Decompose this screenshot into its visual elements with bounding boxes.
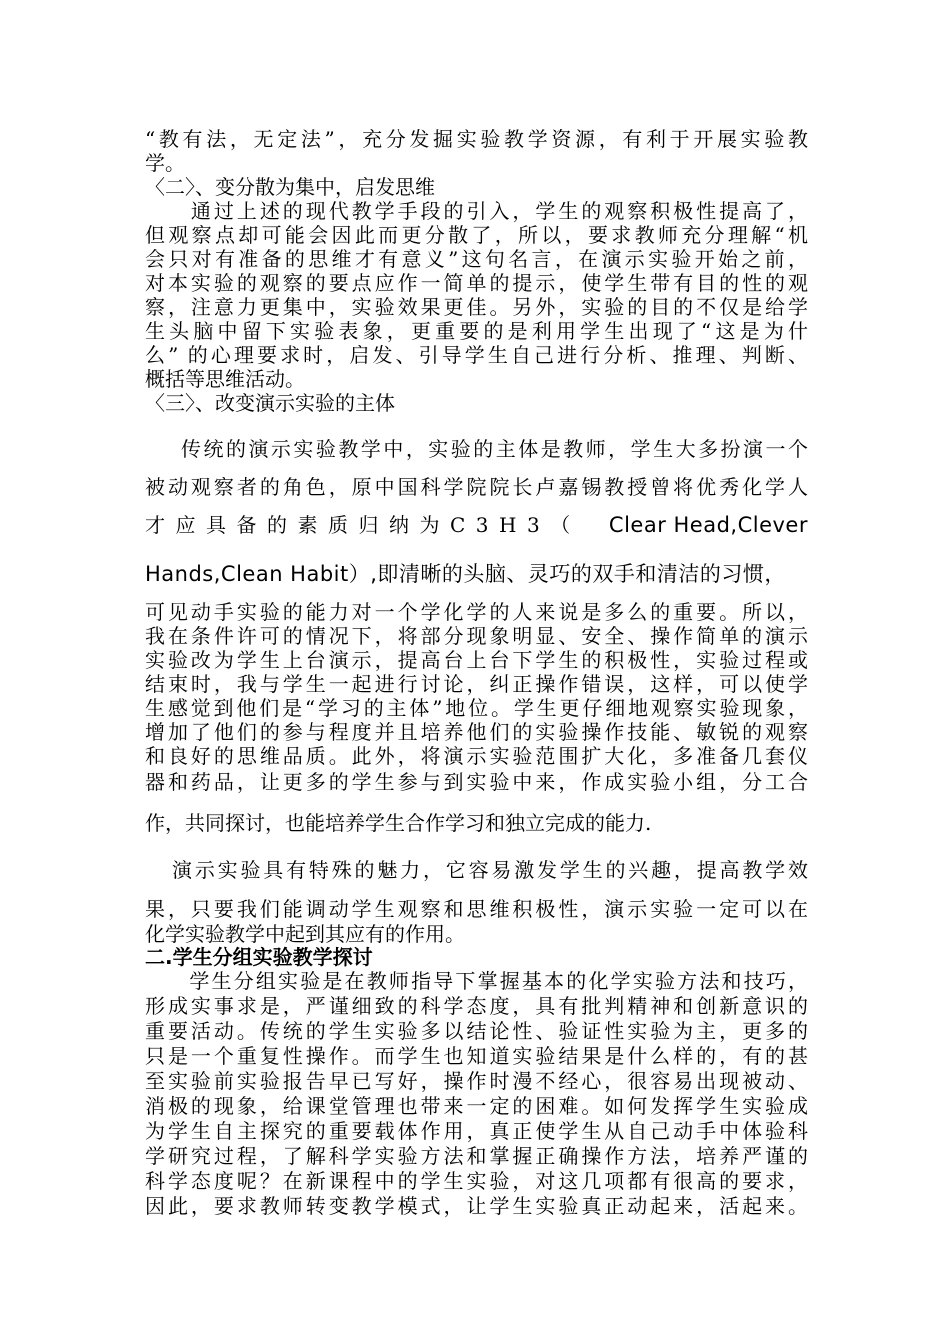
- text-line: 对本实验的观察的要点应作一简单的提示，使学生带有目的性的观: [145, 271, 808, 295]
- text-line: 我在条件许可的情况下，将部分现象明显、安全、操作简单的演示: [145, 624, 808, 648]
- text-line: [145, 562, 808, 586]
- text-line: 结束时，我与学生一起进行讨论，纠正操作错误，这样，可以使学: [145, 672, 808, 696]
- text-line: 学。: [145, 151, 185, 175]
- text-line: 只是一个重复性操作。而学生也知道实验结果是什么样的，有的甚: [145, 1044, 808, 1068]
- text-line: 作，共同探讨，也能培养学生合作学习和独立完成的能力.: [145, 811, 652, 835]
- text-segment-latin: Clear Head,Clever: [608, 513, 808, 537]
- section-heading: 二.学生分组实验教学探讨: [145, 945, 373, 969]
- text-line: 演示实验具有特殊的魅力，它容易激发学生的兴趣，提高教学效: [172, 858, 808, 882]
- text-line: 化学实验教学中起到其应有的作用。: [145, 922, 465, 946]
- text-line: “教有法，无定法”，充分发掘实验教学资源，有利于开展实验教: [145, 127, 808, 151]
- text-line: 学生分组实验是在教师指导下掌握基本的化学实验方法和技巧，: [145, 969, 808, 993]
- text-line: 至实验前实验报告早已写好，操作时漫不经心，很容易出现被动、: [145, 1069, 808, 1093]
- text-segment: 才应具备的素质归纳为C3H3（: [145, 513, 581, 537]
- text-line: 学研究过程，了解科学实验方法和掌握正确操作方法，培养严谨的: [145, 1144, 808, 1168]
- text-line: 通过上述的现代教学手段的引入，学生的观察积极性提高了，: [145, 199, 808, 223]
- text-segment-latin: Hands,Clean Habit）,即清晰的头脑、灵巧的双手和清洁的习惯，: [145, 562, 786, 586]
- text-line: 实验改为学生上台演示，提高台上台下学生的积极性，实验过程或: [145, 648, 808, 672]
- text-line: 和良好的思维品质。此外，将演示实验范围扩大化，多准备几套仪: [145, 744, 808, 768]
- text-line: 形成实事求是，严谨细致的科学态度，具有批判精神和创新意识的: [145, 994, 808, 1018]
- text-line: 器和药品，让更多的学生参与到实验中来，作成实验小组，分工合: [145, 770, 808, 794]
- text-line: 么” 的心理要求时，启发、引导学生自己进行分析、推理、判断、: [145, 343, 808, 367]
- text-line: 概括等思维活动。: [145, 367, 305, 391]
- section-heading: 〈二〉、变分散为集中，启发思维: [145, 175, 435, 199]
- text-line: 传统的演示实验教学中，实验的主体是教师，学生大多扮演一个: [181, 437, 808, 461]
- text-line: 被动观察者的角色，原中国科学院院长卢嘉锡教授曾将优秀化学人: [145, 475, 808, 499]
- text-line: 果，只要我们能调动学生观察和思维积极性，演示实验一定可以在: [145, 897, 808, 921]
- text-line: 会只对有准备的思维才有意义”这句名言，在演示实验开始之前，: [145, 247, 808, 271]
- text-line: 生感觉到他们是“学习的主体”地位。学生更仔细地观察实验现象，: [145, 696, 808, 720]
- text-line: 察，注意力更集中，实验效果更佳。另外，实验的目的不仅是给学: [145, 295, 808, 319]
- text-line: 增加了他们的参与程度并且培养他们的实验操作技能、敏锐的观察: [145, 720, 808, 744]
- text-line: 因此，要求教师转变教学模式，让学生实验真正动起来，活起来。: [145, 1194, 808, 1218]
- text-line: 重要活动。传统的学生实验多以结论性、验证性实验为主，更多的: [145, 1019, 808, 1043]
- text-line: 为学生自主探究的重要载体作用，真正使学生从自己动手中体验科: [145, 1119, 808, 1143]
- text-line-formula: [145, 513, 808, 537]
- text-line: 科学态度呢？在新课程中的学生实验，对这几项都有很高的要求，: [145, 1169, 808, 1193]
- text-line: 消极的现象，给课堂管理也带来一定的困难。如何发挥学生实验成: [145, 1094, 808, 1118]
- text-line: 生头脑中留下实验表象，更重要的是利用学生出现了“这是为什: [145, 319, 808, 343]
- text-line: 但观察点却可能会因此而更分散了，所以，要求教师充分理解“机: [145, 223, 808, 247]
- text-line: 可见动手实验的能力对一个学化学的人来说是多么的重要。所以，: [145, 600, 808, 624]
- section-heading: 〈三〉、改变演示实验的主体: [145, 391, 395, 415]
